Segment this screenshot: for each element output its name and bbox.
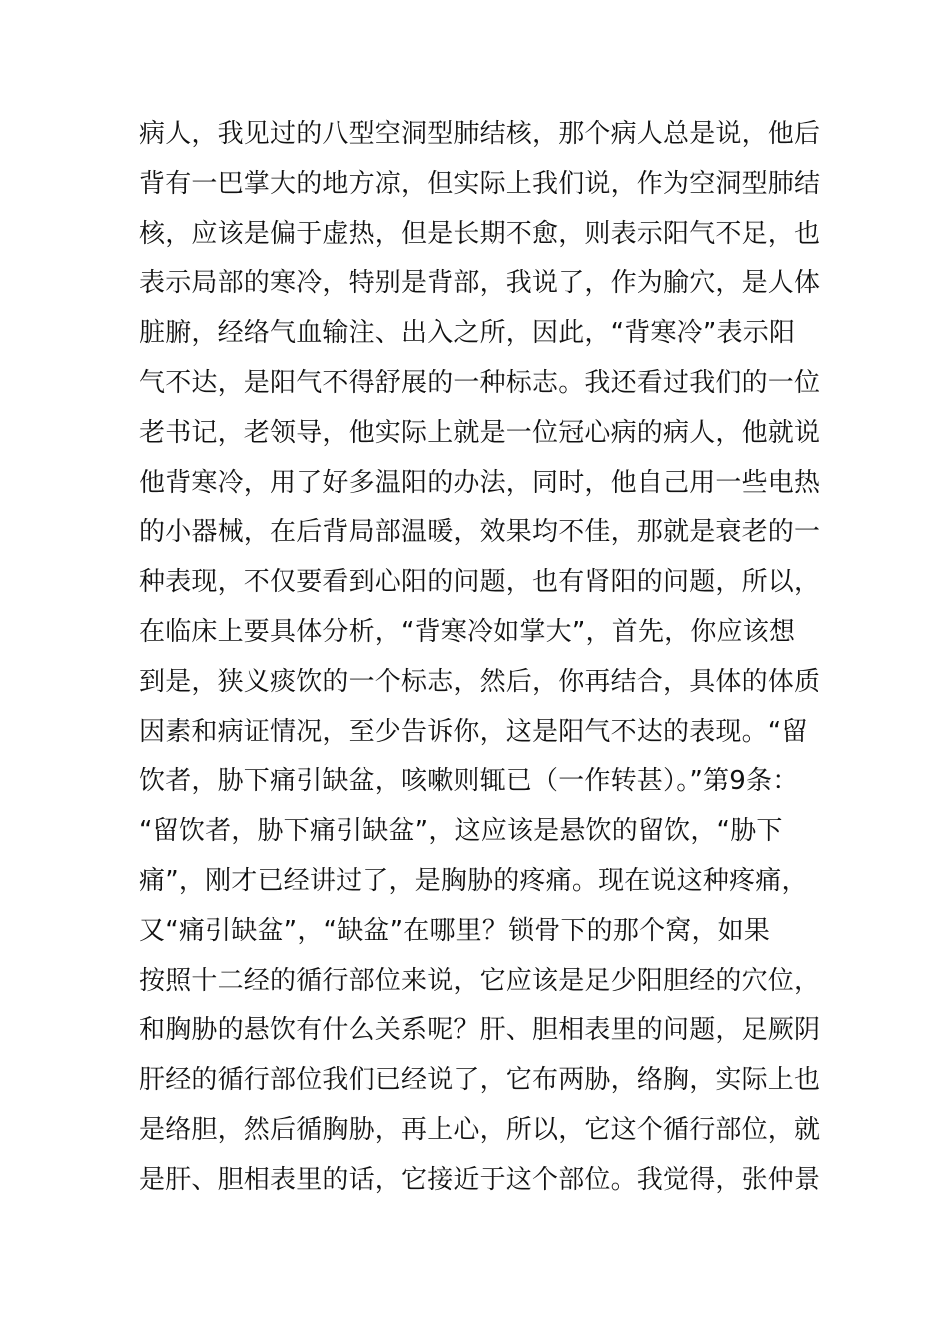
text-line: 脏腑，经络气血输注、出入之所，因此，“背寒冷”表示阳 [139, 318, 796, 349]
text-line: 气不达，是阳气不得舒展的一种标志。我还看过我们的一位 [139, 367, 821, 398]
text-line: 按照十二经的循行部位来说，它应该是足少阳胆经的穴位， [139, 965, 821, 996]
text-line: 他背寒冷，用了好多温阳的办法，同时，他自己用一些电热 [139, 467, 821, 498]
text-line: 的小器械，在后背局部温暖，效果均不佳，那就是衰老的一 [139, 517, 821, 548]
text-line: 又“痛引缺盆”，“缺盆”在哪里？锁骨下的那个窝，如果 [139, 915, 771, 946]
text-line: 和胸胁的悬饮有什么关系呢？肝、胆相表里的问题，足厥阴 [139, 1015, 821, 1046]
text-line: 痛”，刚才已经讲过了，是胸胁的疼痛。现在说这种疼痛， [139, 865, 808, 896]
text-line: 到是，狭义痰饮的一个标志，然后，你再结合，具体的体质 [139, 666, 821, 697]
text-line: 老书记，老领导，他实际上就是一位冠心病的病人，他就说 [139, 417, 821, 448]
text-line: 肝经的循行部位我们已经说了，它布两胁，络胸，实际上也 [139, 1065, 821, 1096]
text-line: 是肝、胆相表里的话，它接近于这个部位。我觉得，张仲景 [139, 1164, 821, 1195]
body-text [139, 110, 819, 1206]
text-line: 是络胆，然后循胸胁，再上心，所以，它这个循行部位，就 [139, 1114, 821, 1145]
text-line: 表示局部的寒冷，特别是背部，我说了，作为腧穴，是人体 [139, 268, 821, 299]
text-line: 因素和病证情况，至少告诉你，这是阳气不达的表现。“留 [139, 716, 808, 747]
text-line: “留饮者，胁下痛引缺盆”，这应该是悬饮的留饮，“胁下 [139, 816, 783, 847]
text-line: 核，应该是偏于虚热，但是长期不愈，则表示阳气不足，也 [139, 218, 821, 249]
text-line: 病人，我见过的八型空洞型肺结核，那个病人总是说，他后 [139, 119, 821, 149]
text-line: 在临床上要具体分析，“背寒冷如掌大”，首先，你应该想 [139, 616, 796, 647]
text-line: 背有一巴掌大的地方凉，但实际上我们说，作为空洞型肺结 [139, 168, 821, 199]
text-line: 种表现，不仅要看到心阳的问题，也有肾阳的问题，所以， [139, 567, 821, 598]
text-line: 饮者，胁下痛引缺盆，咳嗽则辄已（一作转甚）。”第9条： [139, 766, 799, 797]
